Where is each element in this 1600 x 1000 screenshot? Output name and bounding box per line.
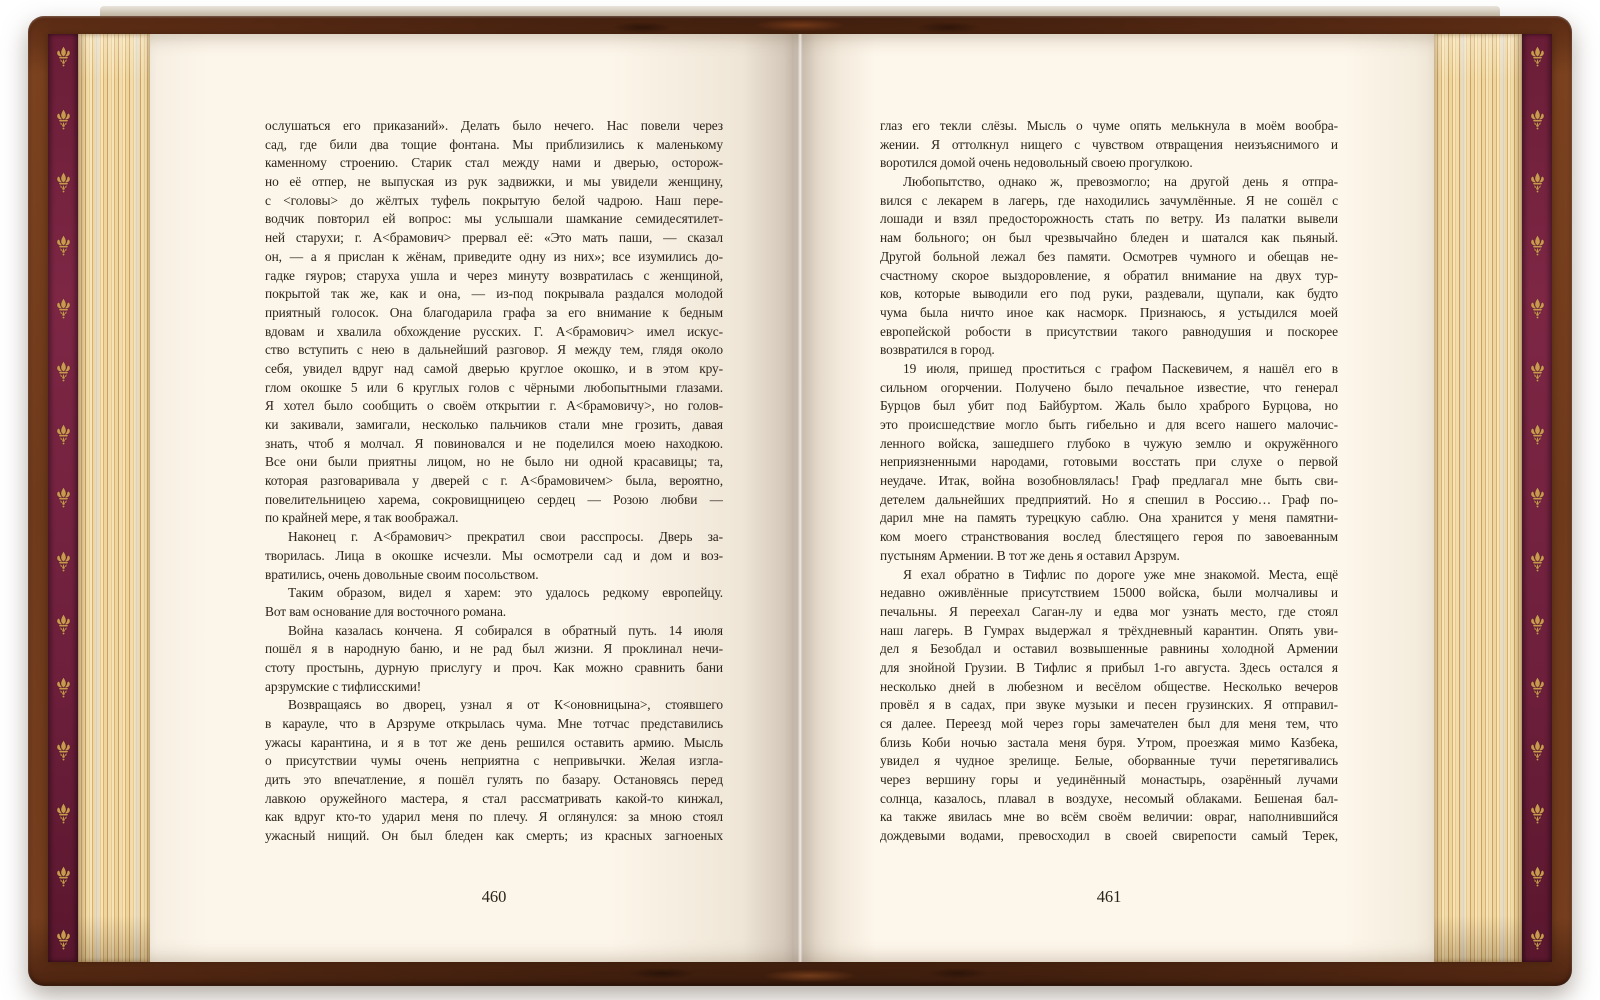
text-line: Любопытство, однако ж, превозмогло; на другой день я отпра- bbox=[903, 174, 1338, 190]
text-line: солнца, казалось, плавал в воздухе, несомый облаками. Бешеная бал- bbox=[880, 790, 1338, 806]
text-line: вратились, очень довольные своим посольством. bbox=[265, 566, 539, 582]
fleur-de-lis-icon bbox=[56, 614, 71, 635]
fleur-de-lis-icon bbox=[1530, 551, 1545, 572]
fleur-de-lis-icon bbox=[56, 172, 71, 193]
open-book-spread bbox=[48, 34, 1552, 962]
text-line: лошади и взял предосторожность стать по ветру. Из палатки вывели bbox=[880, 211, 1338, 227]
fleur-de-lis-icon bbox=[1530, 46, 1545, 67]
text-line: ней старухи; г. А<брамович> прервал её: «Это мать паши, — сказал bbox=[265, 230, 723, 246]
text-line: приятный голосок. Она благодарила графа за его внимание к бедным bbox=[265, 304, 723, 320]
text-line: водчик повторил ей вопрос: мы услышали шамкание семидесятилет- bbox=[265, 211, 723, 227]
text-line: возвратился в город. bbox=[880, 342, 995, 358]
fleur-de-lis-icon bbox=[1530, 866, 1545, 887]
text-line: сад, где били два тощие фонтана. Мы приблизились к маленькому bbox=[265, 136, 723, 152]
text-line: ужасы карантина, и я в тот же день решился оставить армию. Мысль bbox=[265, 734, 723, 750]
fleur-de-lis-icon bbox=[56, 361, 71, 382]
fleur-de-lis-icon bbox=[1530, 740, 1545, 761]
text-line: европейской робости в присутствии такого равнодушия и поскорее bbox=[880, 323, 1338, 339]
fleur-de-lis-icon bbox=[1530, 803, 1545, 824]
text-line: увидел я чудное зрелище. Белые, оборванные тучи перетягивались bbox=[880, 753, 1338, 769]
text-line: нам больного; он был чрезвычайно бледен и шатался как пьяный. bbox=[880, 230, 1338, 246]
text-line: вдовам и хвалила обхождение русских. Г. А<брамович> имел искус- bbox=[265, 323, 723, 339]
text-line: ки закивали, замигали, несколько пальчиков стали мне грозить, давая bbox=[265, 417, 723, 432]
fleur-de-lis-icon bbox=[1530, 929, 1545, 950]
fleur-de-lis-icon bbox=[56, 424, 71, 445]
text-line: через вершину горы и уединённый монастырь, озарённый лучами bbox=[880, 772, 1338, 788]
text-line: вился с лекарем в лагерь, где находились зачумлённые. Я не сошёл с bbox=[880, 192, 1338, 208]
fleur-de-lis-icon bbox=[1530, 361, 1545, 382]
spine-leather-texture-top bbox=[553, 18, 1047, 34]
text-line: с <головы> до жёлтых туфель покрытую белой чадрою. Наш пере- bbox=[265, 192, 723, 208]
text-line: дел я Безобдал и оставил возвышенные равнины холодной Армении bbox=[880, 641, 1338, 657]
page-right-textblock bbox=[880, 117, 1338, 907]
text-line: лавкою оружейного мастера, я стал рассматривать какой-то кинжал, bbox=[265, 790, 723, 806]
fleur-de-lis-icon bbox=[1530, 614, 1545, 635]
text-line: по крайней мере, я так воображал. bbox=[265, 510, 459, 526]
text-line: гадке гяуров; старуха ушла и через минуту возвратилась с женщиной, bbox=[265, 267, 723, 283]
text-line: глаз его текли слёзы. Мысль о чуме опять мелькнула в моём вообра- bbox=[880, 118, 1338, 133]
text-line: ка также явилась мне во всём своём величии: овраг, наполнившийся bbox=[880, 809, 1338, 825]
text-line: Другой больной лежал без памяти. Осмотрев чумного и обещав не- bbox=[880, 248, 1338, 264]
text-line: Все они были приятны лицом, но не было ни одной красавицы; та, bbox=[265, 454, 723, 470]
text-line: Вот вам основание для восточного романа. bbox=[265, 603, 507, 619]
text-line: знать, чтоб я молчал. Я повиновался и не поделился моею находкою. bbox=[265, 435, 723, 451]
text-line: Я хотел было сообщить о своём открытии г. А<брамовичу>, но голов- bbox=[265, 398, 723, 414]
text-line: Я ехал обратно в Тифлис по дороге уже мне знакомой. Места, ещё bbox=[903, 566, 1338, 582]
text-line: наш лагерь. В Гумрах выдержал я трёхдневный карантин. Опять уви- bbox=[880, 622, 1338, 638]
fleur-de-lis-icon bbox=[56, 551, 71, 572]
text-line: о присутствии чумы очень неприятна с непривычки. Желая изгла- bbox=[265, 753, 723, 769]
text-line: дить это впечатление, я пошёл гулять по базару. Остановясь перед bbox=[265, 772, 723, 788]
text-line: 19 июля, пришед проститься с графом Паскевичем, я нашёл его в bbox=[903, 360, 1338, 376]
fleur-de-lis-icon bbox=[56, 235, 71, 256]
text-line: для знойной Грузии. В Тифлис я прибыл 1-го августа. Здесь остался я bbox=[880, 659, 1338, 675]
text-line: пустыням Армении. В тот же день я оставил Арзрум. bbox=[880, 547, 1180, 563]
text-line: воротился домой очень недовольный своею прогулкою. bbox=[880, 155, 1193, 171]
text-line: печальны. Я переехал Саган-лу и едва мог узнать место, где стоял bbox=[880, 603, 1338, 619]
fleur-de-lis-icon bbox=[56, 298, 71, 319]
text-line: Возвращаясь во дворец, узнал я от К<оновницына>, стоявшего bbox=[288, 697, 723, 713]
text-line: Бурцов был убит под Байбуртом. Жаль было храброго Бурцова, но bbox=[880, 398, 1338, 414]
text-line: как вдруг кто-то ударил меня по плечу. Я оглянулся: за мною стоял bbox=[265, 809, 723, 825]
book-cover bbox=[28, 16, 1572, 986]
text-line: покрытой так же, как и она, — из-под покрывала раздался молодой bbox=[265, 286, 723, 302]
text-line: неудаче. Итак, война возобновлялась! Граф предлагал мне быть сви- bbox=[880, 473, 1338, 489]
fleur-de-lis-icon bbox=[1530, 677, 1545, 698]
fleur-de-lis-icon bbox=[56, 803, 71, 824]
text-line: неприязненными народами, готовыми восстать при слухе о первой bbox=[880, 454, 1338, 470]
text-line: детелем дальнейших предприятий. Но я спешил в Россию… Граф по- bbox=[880, 491, 1338, 507]
text-line: счастному скорое выздоровление, я обратил внимание на двух тур- bbox=[880, 267, 1338, 283]
text-line: жении. Я оттолкнул нищего с чувством отвращения неизъяснимого и bbox=[880, 136, 1338, 152]
text-line: недавно оживлённые присутствием 15000 войска, были молчаливы и bbox=[880, 585, 1338, 601]
page-number-left: 460 bbox=[481, 886, 507, 906]
cover-band-left bbox=[48, 34, 78, 962]
spine-leather-texture-bottom bbox=[553, 967, 1047, 983]
text-line: это происшедствие могло быть гибельно и для всего нашего малочис- bbox=[880, 417, 1338, 432]
cover-band-right bbox=[1522, 34, 1552, 962]
text-line: Наконец г. А<брамович> прекратил свои расспросы. Дверь за- bbox=[288, 529, 723, 545]
text-line: сильном огорчении. Получено было печальное известие, что генерал bbox=[880, 379, 1338, 395]
page-left-textblock bbox=[265, 117, 723, 907]
text-line: ся далее. Переезд мой через горы замечателен был для меня тем, что bbox=[880, 716, 1338, 731]
fleur-de-lis-icon bbox=[1530, 298, 1545, 319]
text-line: стоту простынь, дурную прислугу и проч. Как можно сравнить бани bbox=[265, 659, 723, 675]
page-right-lines bbox=[880, 117, 1338, 846]
fleur-de-lis-icon bbox=[1530, 109, 1545, 130]
fleur-de-lis-icon bbox=[56, 929, 71, 950]
text-line: но её отпер, не выпуская из рук задвижки, и мы увидели женщину, bbox=[265, 174, 723, 190]
text-line: которая разговаривала у дверей с г. А<брамовичем> была, вероятно, bbox=[265, 473, 723, 489]
fleur-de-lis-icon bbox=[56, 677, 71, 698]
text-line: Таким образом, видел я харем: это удалось редкому европейцу. bbox=[288, 585, 723, 601]
text-line: в карауле, что в Арзруме открылась чума. Мне тотчас представились bbox=[265, 716, 723, 731]
fleur-de-lis-icon bbox=[56, 487, 71, 508]
text-line: повелительницею харема, сокровищницею сердец — Розою любви — bbox=[265, 491, 723, 507]
gilded-page-edges-left[interactable] bbox=[78, 34, 150, 962]
text-line: ослушаться его приказаний». Делать было нечего. Нас повели через bbox=[265, 118, 723, 133]
page-number-right: 461 bbox=[1096, 886, 1122, 906]
fleur-de-lis-icon bbox=[56, 866, 71, 887]
text-line: ков, которые выводили его под руки, раздевали, щупали, как будто bbox=[880, 286, 1338, 302]
fleur-de-lis-icon bbox=[56, 109, 71, 130]
fleur-de-lis-icon bbox=[1530, 424, 1545, 445]
text-line: провёл я в садах, при звуке музыки и песен грузинских. Я отправил- bbox=[880, 697, 1338, 713]
text-line: пошёл я в народную баню, и не рад был жизни. Я проклинал нечи- bbox=[265, 641, 723, 657]
fleur-de-lis-icon bbox=[56, 46, 71, 67]
text-line: творилась. Лица в окошке исчезли. Мы осмотрели сад и дом и воз- bbox=[265, 547, 723, 563]
text-line: себя, увидел вдруг над самой дверью круглое окошко, и в этом кру- bbox=[265, 360, 723, 376]
text-line: арзрумские с тифлисскими! bbox=[265, 678, 422, 694]
page-left-lines bbox=[265, 117, 723, 846]
fleur-de-lis-icon bbox=[56, 740, 71, 761]
page-left[interactable] bbox=[150, 34, 792, 962]
text-line: он, — а я прислан к жёнам, приведите одну из них»; все изумились до- bbox=[265, 248, 723, 264]
text-line: несколько дней в любезном и весёлом обществе. Несколько вечеров bbox=[880, 678, 1338, 694]
text-line: дождевыми водами, превосходил в своей свирепости самый Терек, bbox=[880, 828, 1338, 844]
text-line: близь Коби ночью застала меня буря. Утром, проезжая мимо Казбека, bbox=[880, 734, 1338, 750]
fleur-de-lis-icon bbox=[1530, 235, 1545, 256]
text-line: ленного войска, зашедшего глубоко в чужую землю и окружённого bbox=[880, 435, 1338, 451]
text-line: каменному строению. Старик стал между нами и дверью, осторож- bbox=[265, 155, 723, 171]
gilded-page-edges-right[interactable] bbox=[1434, 34, 1522, 962]
text-line: чума была ничто иное как насморк. Признаюсь, я устыдился моей bbox=[880, 304, 1338, 320]
text-line: дарил мне на память турецкую саблю. Она хранится у меня памятни- bbox=[880, 510, 1338, 526]
text-line: ство вступить с нею в дальнейший разговор. Я между тем, глядя около bbox=[265, 342, 723, 358]
text-line: ком моего странствования вослед блестящего героя по завоеванным bbox=[880, 529, 1338, 545]
fleur-de-lis-icon bbox=[1530, 172, 1545, 193]
text-line: Война казалась кончена. Я собирался в обратный путь. 14 июля bbox=[288, 622, 723, 638]
text-line: ужасный нищий. Он был бледен как смерть; из красных загноеных bbox=[265, 828, 723, 844]
text-line: глом окошке 5 или 6 круглых голов с чёрными любопытными глазами. bbox=[265, 379, 723, 395]
fleur-de-lis-icon bbox=[1530, 487, 1545, 508]
page-right[interactable] bbox=[792, 34, 1434, 962]
